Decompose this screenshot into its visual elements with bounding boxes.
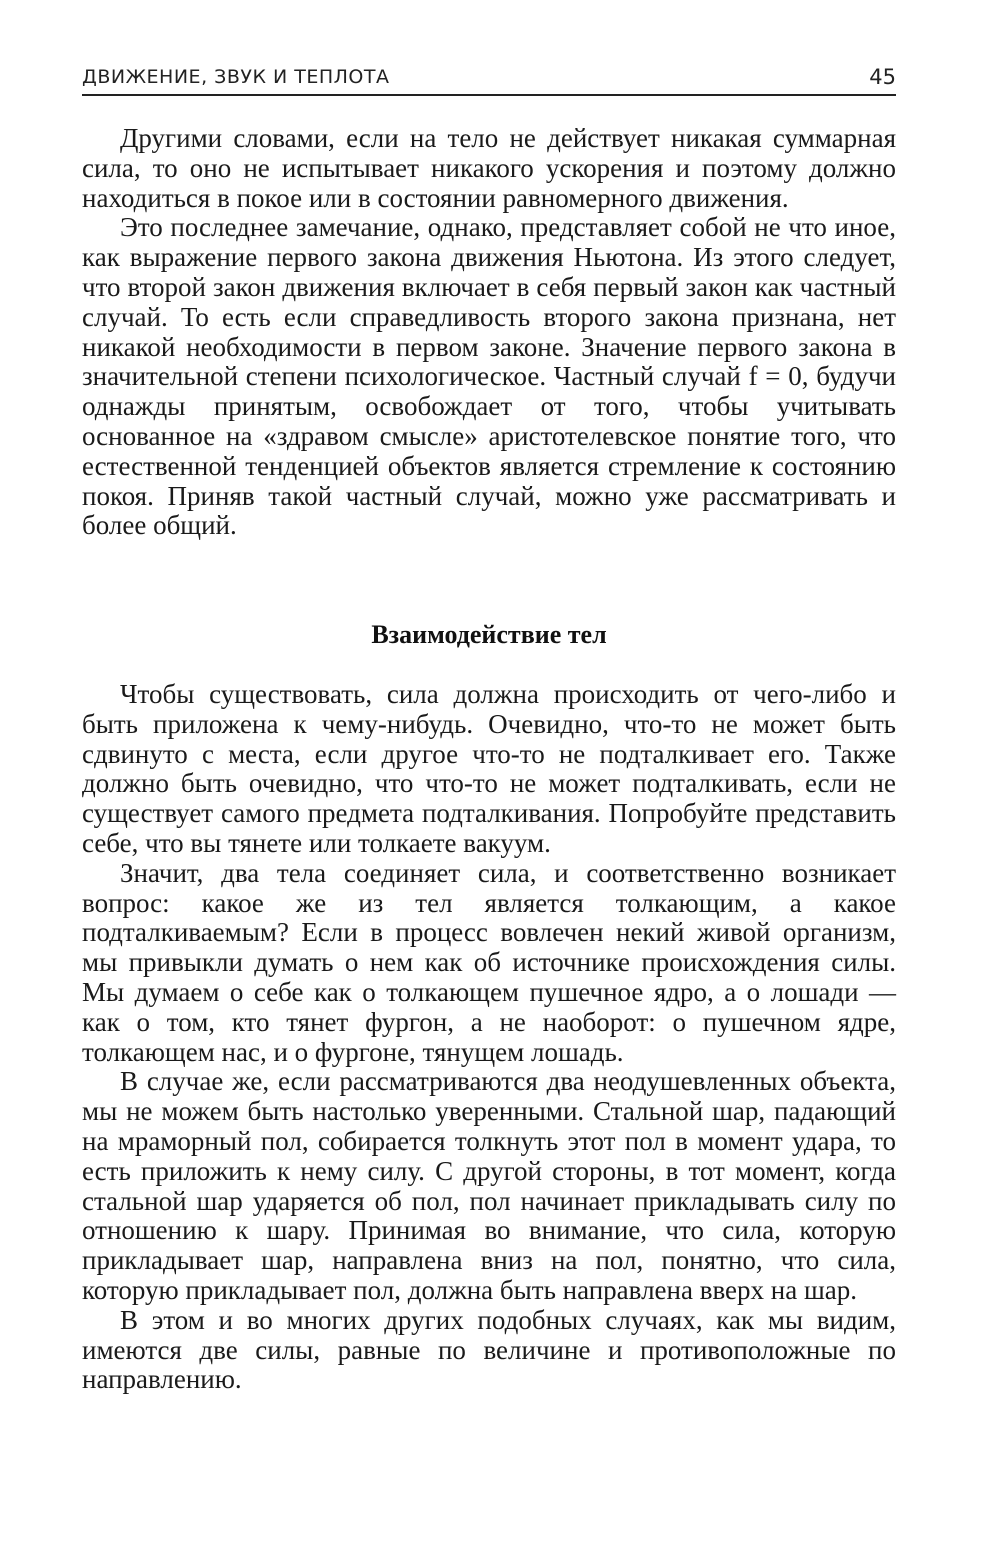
text-block-section — [82, 680, 896, 1395]
paragraph: Значит, два тела соединяет сила, и соответственно возникает вопрос: какое же из тел является толкающим, а какое подталкиваемым? Если в процесс вовлечен некий живой организм, мы привыкли думать о нем как об источнике происхождения силы. Мы думаем о себе как о толкающем пушечное ядро, а о лошади — как о том, кто тянет фургон, а не наоборот: о пушечном ядре, толкающем нас, и о фургоне, тянущем лошадь. — [82, 857, 896, 1067]
section-heading: Взаимодействие тел — [371, 620, 607, 649]
paragraph: Чтобы существовать, сила должна происходить от чего-либо и быть приложена к чему-нибудь. Очевидно, что-то не может быть сдвинуто с места, если другое что-то не подталкивает его. Также должно быть очевидно, что что-то не может подталкивать, если не существует самого предмета подталкивания. Попробуйте представить себе, что вы тянете или толкаете вакуум. — [82, 679, 896, 858]
page-number: 45 — [869, 65, 896, 89]
paragraph: В случае же, если рассматриваются два неодушевленных объекта, мы не можем быть настолько уверенными. Стальной шар, падающий на мраморный пол, собирается толкнуть этот пол в момент удара, то есть приложить к нему силу. С другой стороны, в тот момент, когда стальной шар ударяется об пол, пол начинает прикладывать силу по отношению к шару. Принимая во внимание, что сила, которую прикладывает шар, направлена вниз на пол, понятно, что сила, которую прикладывает пол, должна быть направлена вверх на шар. — [82, 1066, 896, 1305]
paragraph: В этом и во многих других подобных случаях, как мы видим, имеются две силы, равные по величине и противоположные по направлению. — [82, 1304, 896, 1395]
paragraph: Это последнее замечание, однако, представляет собой не что иное, как выражение первого закона движения Ньютона. Из этого следует, что второй закон движения включает в себя первый закон как частный случай. То есть если справедливость второго закона признана, нет никакой необходимости в первом законе. Значение первого закона в значительной степени психологическое. Частный случай f = 0, будучи однажды принятым, освобождает от того, чтобы учитывать основанное на «здравом смысле» аристотелевское понятие того, что естественной тенденцией объектов является стремление к состоянию покоя. Приняв такой частный случай, можно уже рассматривать и более общий. — [82, 212, 896, 541]
running-header — [82, 64, 896, 96]
paragraph: Другими словами, если на тело не действует никакая суммарная сила, то оно не испытывает никакого ускорения и поэтому должно находиться в покое или в состоянии равномерного движения. — [82, 123, 896, 213]
text-block-intro — [82, 124, 896, 541]
running-title: ДВИЖЕНИЕ, ЗВУК И ТЕПЛОТА — [82, 66, 390, 88]
